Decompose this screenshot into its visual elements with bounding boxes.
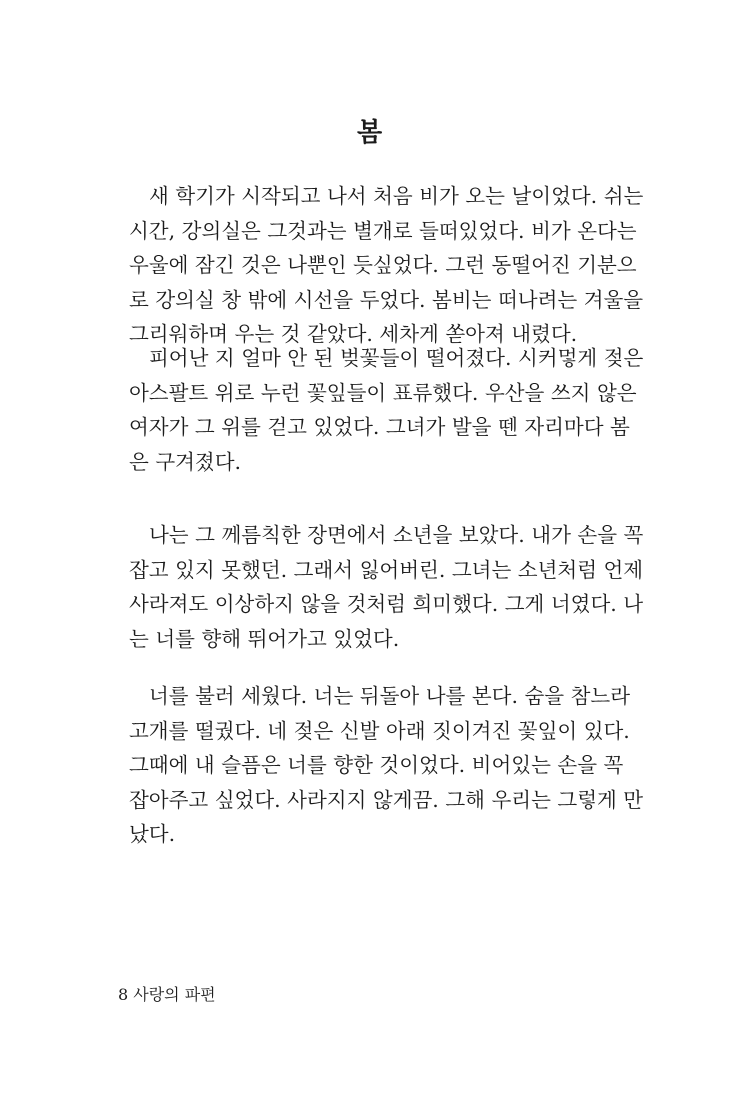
line-text: 너를 불러 세웠다. 너는 뒤돌아 나를 본다. 숨을 참느라 — [149, 684, 631, 708]
paragraph-line: 사라져도 이상하지 않을 것처럼 희미했다. 그게 너였다. 나 — [129, 592, 644, 617]
line-text: 나는 그 께름칙한 장면에서 소년을 보았다. 내가 손을 꼭 — [149, 523, 644, 547]
paragraph-line: 우울에 잠긴 것은 나뿐인 듯싶었다. 그런 동떨어진 기분으 — [129, 253, 637, 278]
paragraph-3 — [129, 518, 644, 656]
paragraph-line — [129, 518, 644, 553]
paragraph-2 — [129, 341, 644, 479]
page-footer: 8 사랑의 파편 — [118, 985, 216, 1004]
paragraph-line: 났다. — [129, 822, 176, 847]
paragraph-line: 아스팔트 위로 누런 꽃잎들이 표류했다. 우산을 쓰지 않은 — [129, 380, 637, 405]
paragraph-line — [129, 179, 644, 214]
line-text: 새 학기가 시작되고 나서 처음 비가 오는 날이었다. 쉬는 — [149, 184, 644, 208]
paragraph-1 — [129, 179, 644, 352]
paragraph-line: 은 구겨졌다. — [129, 449, 242, 474]
paragraph-line: 그때에 내 슬픔은 너를 향한 것이었다. 비어있는 손을 꼭 — [129, 753, 624, 778]
paragraph-4 — [129, 679, 644, 852]
paragraph-line — [129, 341, 644, 376]
chapter-title: 봄 — [356, 118, 384, 148]
paragraph-line: 고개를 떨궜다. 네 젖은 신발 아래 짓이겨진 꽃잎이 있다. — [129, 718, 630, 743]
paragraph-line — [129, 679, 639, 714]
paragraph-line: 그리워하며 우는 것 같았다. 세차게 쏟아져 내렸다. — [129, 322, 578, 347]
paragraph-line: 잡고 있지 못했던. 그래서 잃어버린. 그녀는 소년처럼 언제 — [129, 557, 644, 582]
paragraph-line: 여자가 그 위를 걷고 있었다. 그녀가 발을 뗀 자리마다 봄 — [129, 415, 630, 440]
paragraph-line: 잡아주고 싶었다. 사라지지 않게끔. 그해 우리는 그렇게 만 — [129, 787, 644, 812]
paragraph-line: 로 강의실 창 밖에 시선을 두었다. 봄비는 떠나려는 겨울을 — [129, 287, 644, 312]
paragraph-line: 시간, 강의실은 그것과는 별개로 들떠있었다. 비가 온다는 — [129, 218, 637, 243]
line-text: 피어난 지 얼마 안 된 벚꽃들이 떨어졌다. 시커멓게 젖은 — [149, 346, 644, 370]
paragraph-line: 는 너를 향해 뛰어가고 있었다. — [129, 626, 400, 651]
